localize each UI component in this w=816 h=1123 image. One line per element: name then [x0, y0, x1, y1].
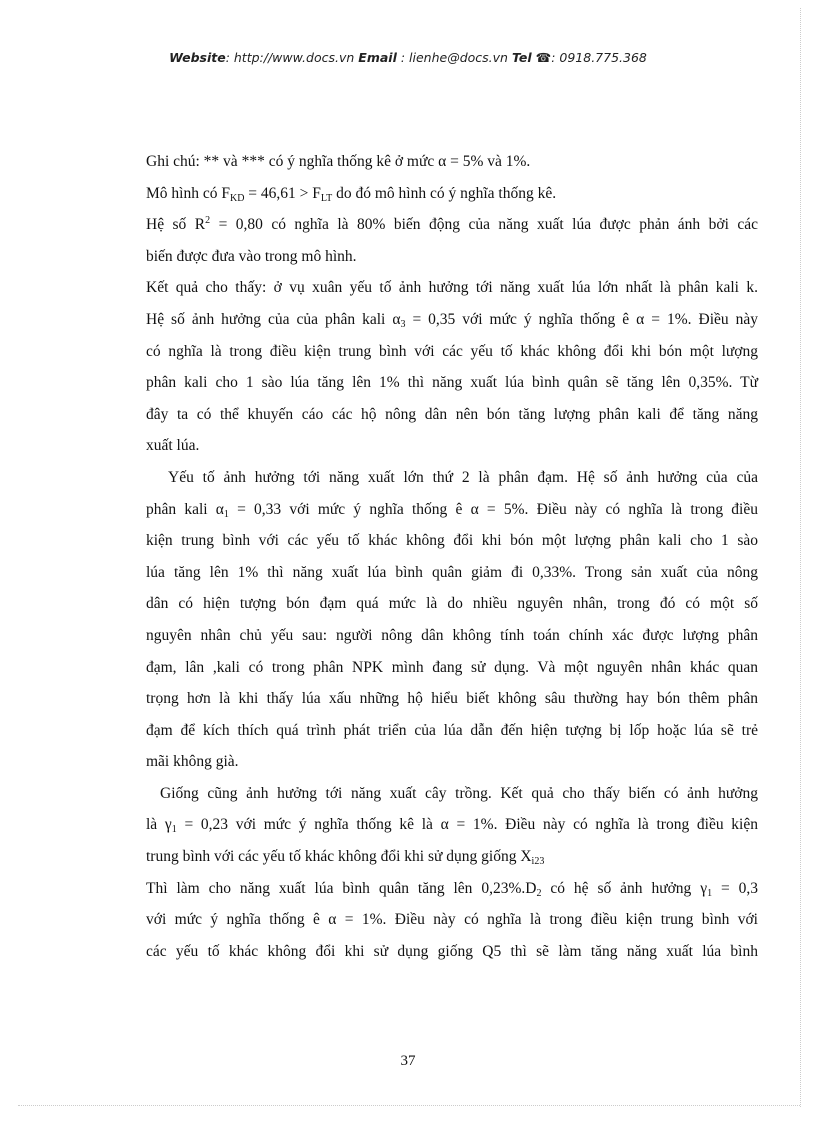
- email-label: Email: [358, 50, 397, 65]
- text-line: Mô hình có $F_{KD} = 46,61 > F_{LT}$ do đó mô hình có ý nghĩa thống kê.: [146, 184, 557, 204]
- text-line: trung bình với các yếu tố khác không đổi khi sử dụng giống $X_{i23}$: [146, 848, 545, 868]
- tel-label: Tel: [511, 50, 532, 65]
- document-body: [146, 146, 758, 967]
- page-header: [0, 50, 816, 65]
- text-line: là $\gamma_1 = 0,23$ với mức ý nghĩa thống kê là α = 1%. Điều này có nghĩa là trong điều kiện: [146, 816, 758, 836]
- text-line: lúa tăng lên 1% thì năng xuất lúa bình quân giảm đi 0,33%. Trong sản xuất của nông: [146, 563, 758, 581]
- text-line: đạm để kích thích quá trình phát triển của lúa dẫn đến hiện tượng bị lốp hoặc lúa sẽ trẻ: [146, 721, 758, 739]
- text-line: Ghi chú: ** và *** có ý nghĩa thống kê ở mức α = 5% và 1%.: [146, 153, 531, 170]
- text-line: Hệ số ảnh hưởng của của phân kali $\alpha_3 = 0,35$ với mức ý nghĩa thống ê α = 1%. Điều này: [146, 310, 758, 330]
- text-line: phân kali cho 1 sào lúa tăng lên 1% thì năng xuất lúa bình quân sẽ tăng lên 0,35%. Từ: [146, 374, 758, 392]
- text-line: Thì làm cho năng xuất lúa bình quân tăng lên $0,23\%.D_2$ có hệ số ảnh hưởng $\gamma_1 = 0,3$: [146, 879, 759, 899]
- text-line: đạm, lân ,kali có trong phân NPK mình đang sử dụng. Và một nguyên nhân khác quan: [146, 658, 758, 676]
- text-line: Giống cũng ảnh hưởng tới năng xuất cây trồng. Kết quả cho thấy biến có ảnh hưởng: [160, 784, 758, 802]
- page-number: 37: [400, 1053, 416, 1069]
- text-line: Yếu tố ảnh hưởng tới năng xuất lớn thứ 2 là phân đạm. Hệ số ảnh hưởng của của: [168, 468, 758, 486]
- text-line: biến được đưa vào trong mô hình.: [146, 247, 357, 265]
- page-bottom-divider: [18, 1105, 800, 1106]
- text-line: nguyên nhân chủ yếu sau: người nông dân không tính toán chính xác được lượng phân: [146, 626, 758, 644]
- website-label: Website: [169, 50, 226, 65]
- text-line: với mức ý nghĩa thống ê α = 1%. Điều này có nghĩa là trong điều kiện trung bình với: [146, 911, 758, 929]
- text-line: mãi không già.: [146, 753, 239, 771]
- tel-value: : 0918.775.368: [551, 50, 647, 65]
- text-line: Kết quả cho thấy: ở vụ xuân yếu tố ảnh hưởng tới năng xuất lúa lớn nhất là phân kali k.: [146, 279, 758, 297]
- text-line: các yếu tố khác không đổi khi sử dụng giống Q5 thì sẽ làm tăng năng xuất lúa bình: [146, 942, 758, 960]
- page-edge-divider: [800, 8, 801, 1107]
- text-line: xuất lúa.: [146, 437, 200, 455]
- text-line: dân có hiện tượng bón đạm quá mức là do nhiều nguyên nhân, trong đó có một số: [146, 595, 758, 613]
- text-line: phân kali $\alpha_1 = 0,33$ với mức ý nghĩa thống ê α = 5%. Điều này có nghĩa là trong điều: [146, 500, 758, 520]
- text-line: Hệ số $R^2 = 0,80$ có nghĩa là 80% biến động của năng xuất lúa được phản ánh bởi các: [146, 215, 758, 234]
- phone-icon: ☎: [535, 50, 552, 65]
- text-line: có nghĩa là trong điều kiện trung bình với các yếu tố khác không đổi khi bón một lượng: [146, 342, 758, 360]
- text-line: đây ta có thể khuyến cáo các hộ nông dân nên bón tăng lượng phân kali để tăng năng: [146, 405, 758, 423]
- text-line: kiện trung bình với các yếu tố khác không đổi khi bón một lượng phân kali cho 1 sào: [146, 532, 758, 550]
- email-value[interactable]: : lienhe@docs.vn: [400, 50, 508, 65]
- website-value[interactable]: : http://www.docs.vn: [225, 50, 355, 65]
- text-line: trọng hơn là khi thấy lúa xấu những hộ hiểu biết không sâu thường hay bón thêm phân: [146, 690, 758, 708]
